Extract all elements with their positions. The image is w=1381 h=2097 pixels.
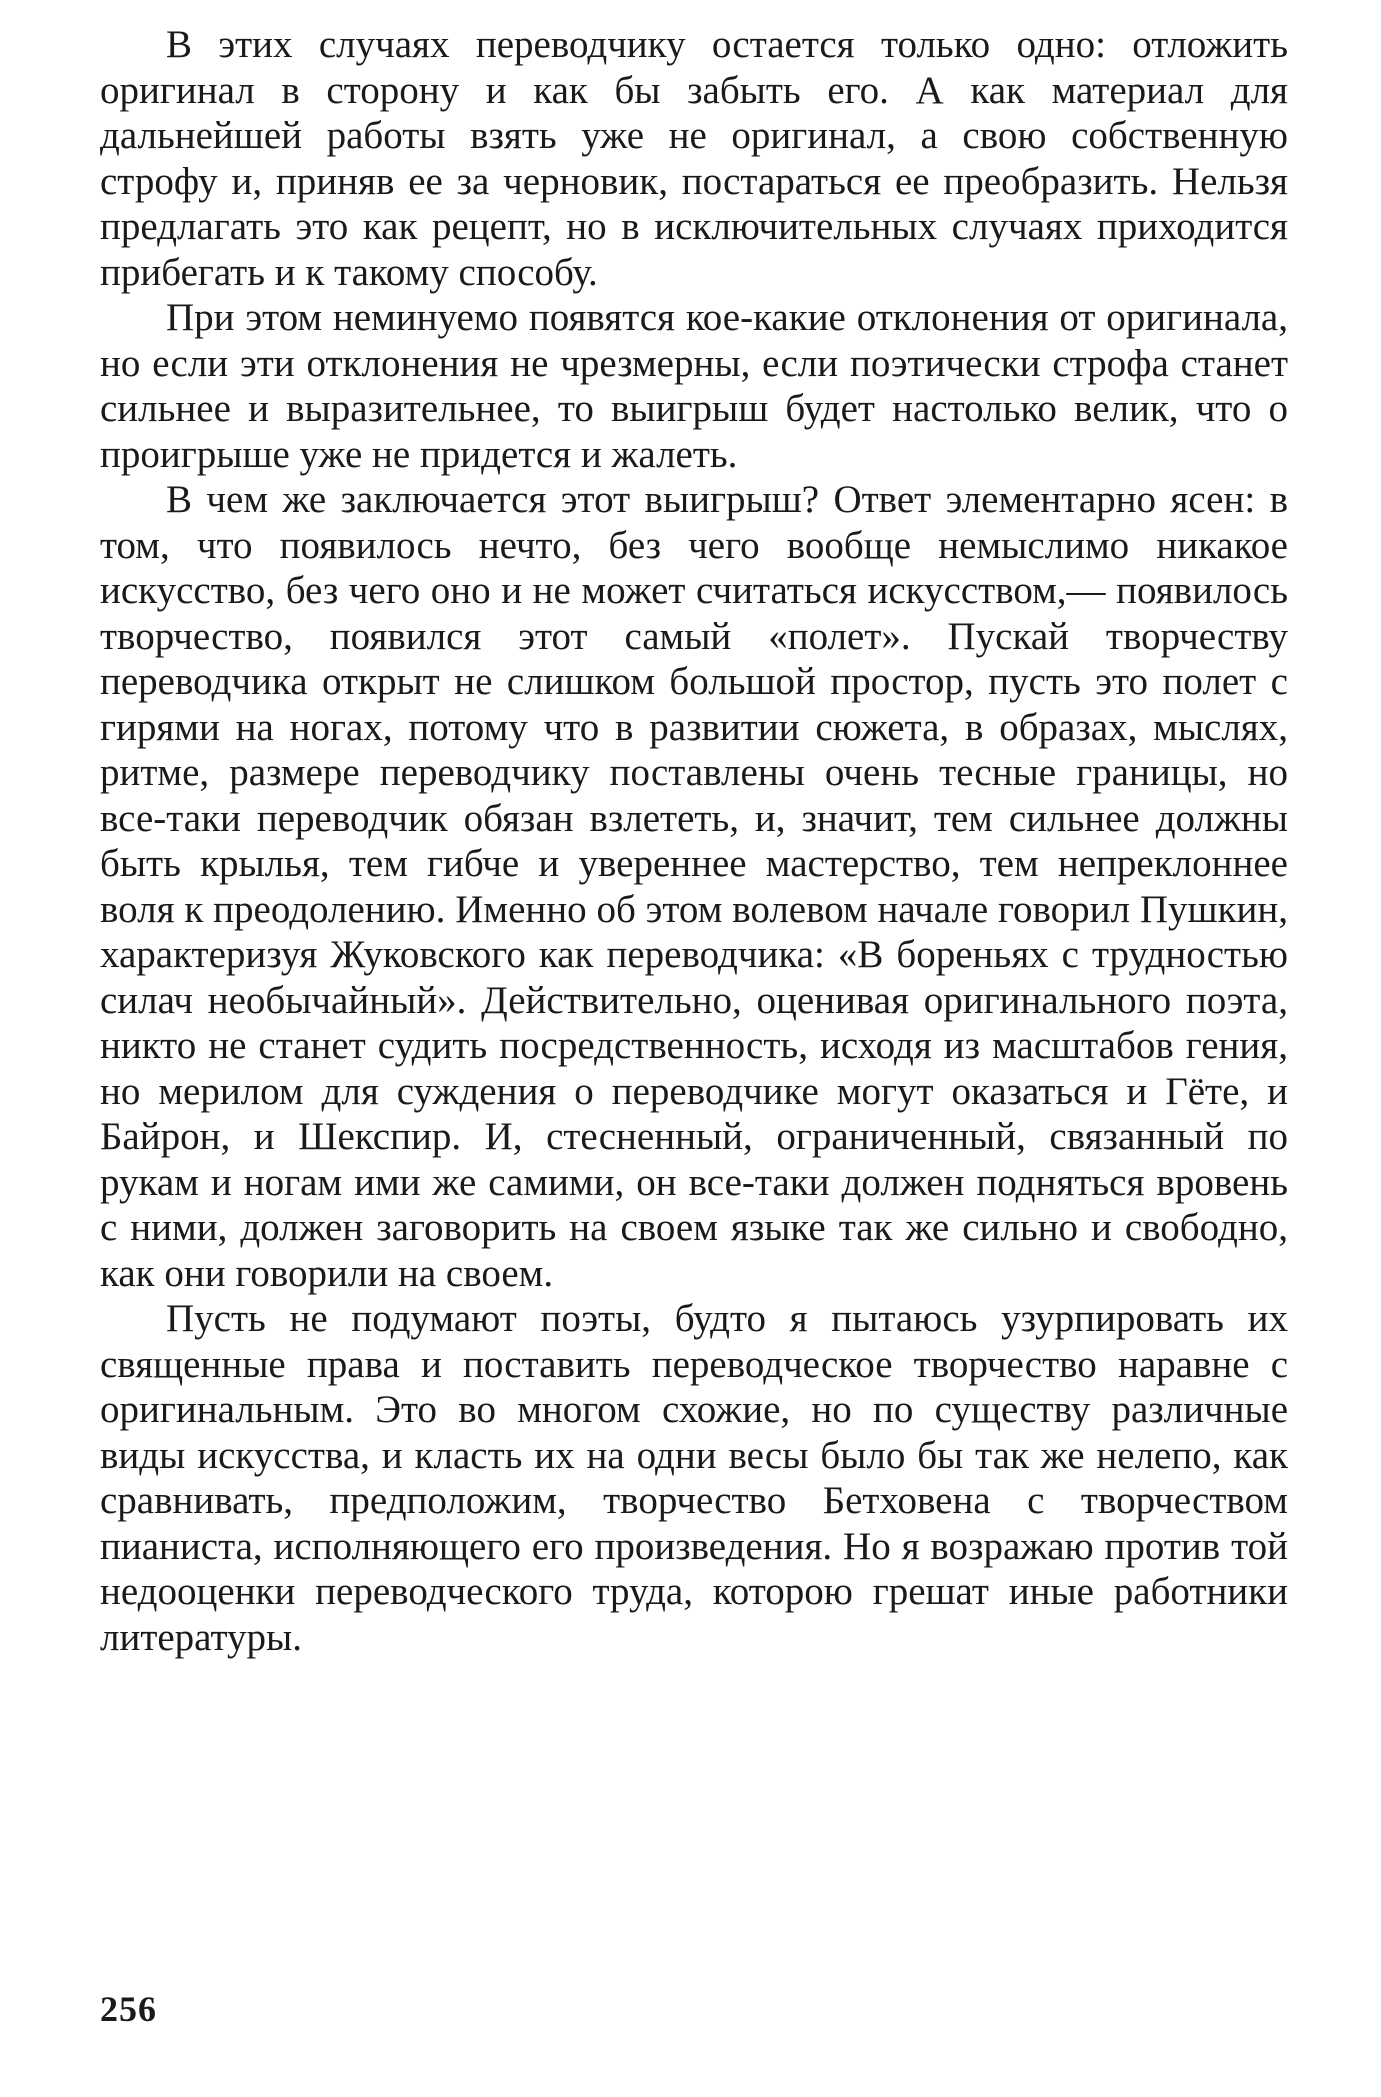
paragraph-3: В чем же заключается этот выигрыш? Ответ элементарно ясен: в том, что появилось нечто, без чего вообще немыслимо никакое искусство, без чего оно и не может считаться искусством,— появилось творчество, появился этот самый «полет». Пускай творчеству переводчика открыт не слишком большой простор, пусть это полет с гирями на ногах, потому что в развитии сюжета, в образах, мыслях, ритме, размере переводчику поставлены очень тесные границы, но все-таки переводчик обязан взлететь, и, значит, тем сильнее должны быть крылья, тем гибче и увереннее мастерство, тем непреклоннее воля к преодолению. Именно об этом волевом начале говорил Пушкин, характеризуя Жуковского как переводчика: «В бореньях с трудностью силач необычайный». Действительно, оценивая оригинального поэта, никто не станет судить посредственность, исходя из масштабов гения, но мерилом для суждения о переводчике могут оказаться и Гёте, и Байрон, и Шекспир. И, стесненный, ограниченный, связанный по рукам и ногам ими же самими, он все-таки должен подняться вровень с ними, должен заговорить на своем языке так же сильно и свободно, как они говорили на своем. — [100, 478, 1288, 1295]
paragraph-4: Пусть не подумают поэты, будто я пытаюсь узурпировать их священные права и поставить переводческое творчество наравне с оригинальным. Это во многом схожие, но по существу различные виды искусства, и класть их на одни весы было бы так же нелепо, как сравнивать, предположим, творчество Бетховена с творчеством пианиста, исполняющего его произведения. Но я возражаю против той недооценки переводческого труда, которою грешат иные работники литературы. — [100, 1297, 1288, 1659]
book-page — [100, 22, 1288, 1660]
page-number: 256 — [100, 1989, 157, 2029]
paragraph-1: В этих случаях переводчику остается только одно: отложить оригинал в сторону и как бы забыть его. А как материал для дальнейшей работы взять уже не оригинал, а свою собственную строфу и, приняв ее за черновик, постараться ее преобразить. Нельзя предлагать это как рецепт, но в исключительных случаях приходится прибегать и к такому способу. — [100, 23, 1288, 294]
paragraph-2: При этом неминуемо появятся кое-какие отклонения от оригинала, но если эти отклонения не чрезмерны, если поэтически строфа станет сильнее и выразительнее, то выигрыш будет настолько велик, что о проигрыше уже не придется и жалеть. — [100, 296, 1288, 476]
